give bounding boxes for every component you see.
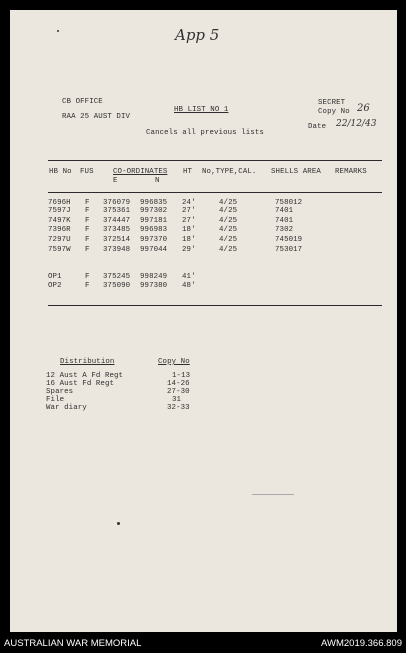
table-top-rule (48, 160, 382, 161)
col-shells-area: SHELLS AREA (271, 168, 321, 176)
cell-hb: OP1 (48, 273, 62, 281)
ink-dot (117, 522, 120, 525)
classification: SECRET (318, 99, 346, 107)
cell-ht: 24' (182, 199, 196, 207)
cell-hb: 7597J (48, 207, 71, 215)
cell-type: 4/25 (219, 226, 238, 234)
cell-fus: F (85, 282, 90, 290)
col-e: E (113, 177, 118, 185)
cell-type: 4/25 (219, 217, 238, 225)
handwritten-annotation: App 5 (175, 26, 220, 44)
footer-bar (0, 633, 406, 653)
table-bottom-rule (48, 305, 382, 306)
cell-ht: 27' (182, 207, 196, 215)
copy-no-heading: Copy No (158, 358, 190, 366)
recipient: 12 Aust A Fd Regt (46, 372, 124, 380)
cell-fus: F (85, 217, 90, 225)
cell-area: 7401 (275, 217, 294, 225)
ink-dot (57, 30, 59, 32)
cell-fus: F (85, 207, 90, 215)
cell-n: 997044 (140, 246, 168, 254)
cell-ht: 18' (182, 226, 196, 234)
recipient: 16 Aust Fd Regt (46, 380, 115, 388)
cell-fus: F (85, 226, 90, 234)
cell-e: 375361 (103, 207, 131, 215)
cell-hb: 7497K (48, 217, 71, 225)
cell-type: 4/25 (219, 246, 238, 254)
cell-area: 745019 (275, 236, 303, 244)
copies: 31 (172, 396, 182, 404)
col-no-type-cal: No,TYPE,CAL. (202, 168, 257, 176)
table-header-rule (48, 192, 382, 193)
list-title: HB LIST NO 1 (174, 106, 229, 114)
cell-ht: 27' (182, 217, 196, 225)
cell-ht: 48' (182, 282, 196, 290)
cell-n: 998249 (140, 273, 168, 281)
footer-accession: AWM2019.366.809 (321, 638, 402, 649)
cell-e: 373948 (103, 246, 131, 254)
col-hb-no: HB No (49, 168, 72, 176)
col-ht: HT (183, 168, 193, 176)
cell-fus: F (85, 236, 90, 244)
cell-hb: 7396R (48, 226, 71, 234)
copies: 1-13 (172, 372, 191, 380)
recipient: War diary (46, 404, 87, 412)
date-value: 22/12/43 (336, 119, 377, 129)
cell-e: 375245 (103, 273, 131, 281)
cell-e: 376079 (103, 199, 131, 207)
cell-fus: F (85, 199, 90, 207)
col-remarks: REMARKS (335, 168, 367, 176)
cell-fus: F (85, 273, 90, 281)
list-subtitle: Cancels all previous lists (146, 129, 264, 137)
cell-type: 4/25 (219, 236, 238, 244)
copy-label: Copy No (318, 108, 350, 116)
copies: 27-30 (167, 388, 190, 396)
distribution-heading: Distribution (60, 358, 115, 366)
cell-n: 997181 (140, 217, 168, 225)
cell-n: 997302 (140, 207, 168, 215)
cell-ht: 41' (182, 273, 196, 281)
cell-type: 4/25 (219, 207, 238, 215)
cell-fus: F (85, 246, 90, 254)
cell-hb: 7597W (48, 246, 71, 254)
cell-n: 996983 (140, 226, 168, 234)
office-line-1: CB OFFICE (62, 98, 103, 106)
cell-area: 7302 (275, 226, 294, 234)
cell-n: 997370 (140, 236, 168, 244)
footer-credit: AUSTRALIAN WAR MEMORIAL (4, 638, 142, 649)
date-label: Date (308, 123, 327, 131)
cell-hb: 7297U (48, 236, 71, 244)
cell-area: 7401 (275, 207, 294, 215)
cell-ht: 18' (182, 236, 196, 244)
cell-e: 374447 (103, 217, 131, 225)
col-n: N (155, 177, 160, 185)
cell-area: 753017 (275, 246, 303, 254)
col-fus: FUS (80, 168, 94, 176)
faint-mark (252, 494, 294, 495)
cell-e: 375090 (103, 282, 131, 290)
cell-hb: 7696H (48, 199, 71, 207)
copies: 32-33 (167, 404, 190, 412)
cell-ht: 29' (182, 246, 196, 254)
cell-n: 996835 (140, 199, 168, 207)
col-coordinates: CO-ORDINATES (113, 168, 168, 176)
recipient: Spares (46, 388, 74, 396)
copies: 14-26 (167, 380, 190, 388)
recipient: File (46, 396, 65, 404)
copy-number: 26 (357, 103, 370, 114)
cell-hb: OP2 (48, 282, 62, 290)
cell-area: 758012 (275, 199, 303, 207)
cell-e: 372514 (103, 236, 131, 244)
office-line-2: RAA 25 AUST DIV (62, 113, 131, 121)
cell-e: 373485 (103, 226, 131, 234)
cell-n: 997380 (140, 282, 168, 290)
cell-type: 4/25 (219, 199, 238, 207)
